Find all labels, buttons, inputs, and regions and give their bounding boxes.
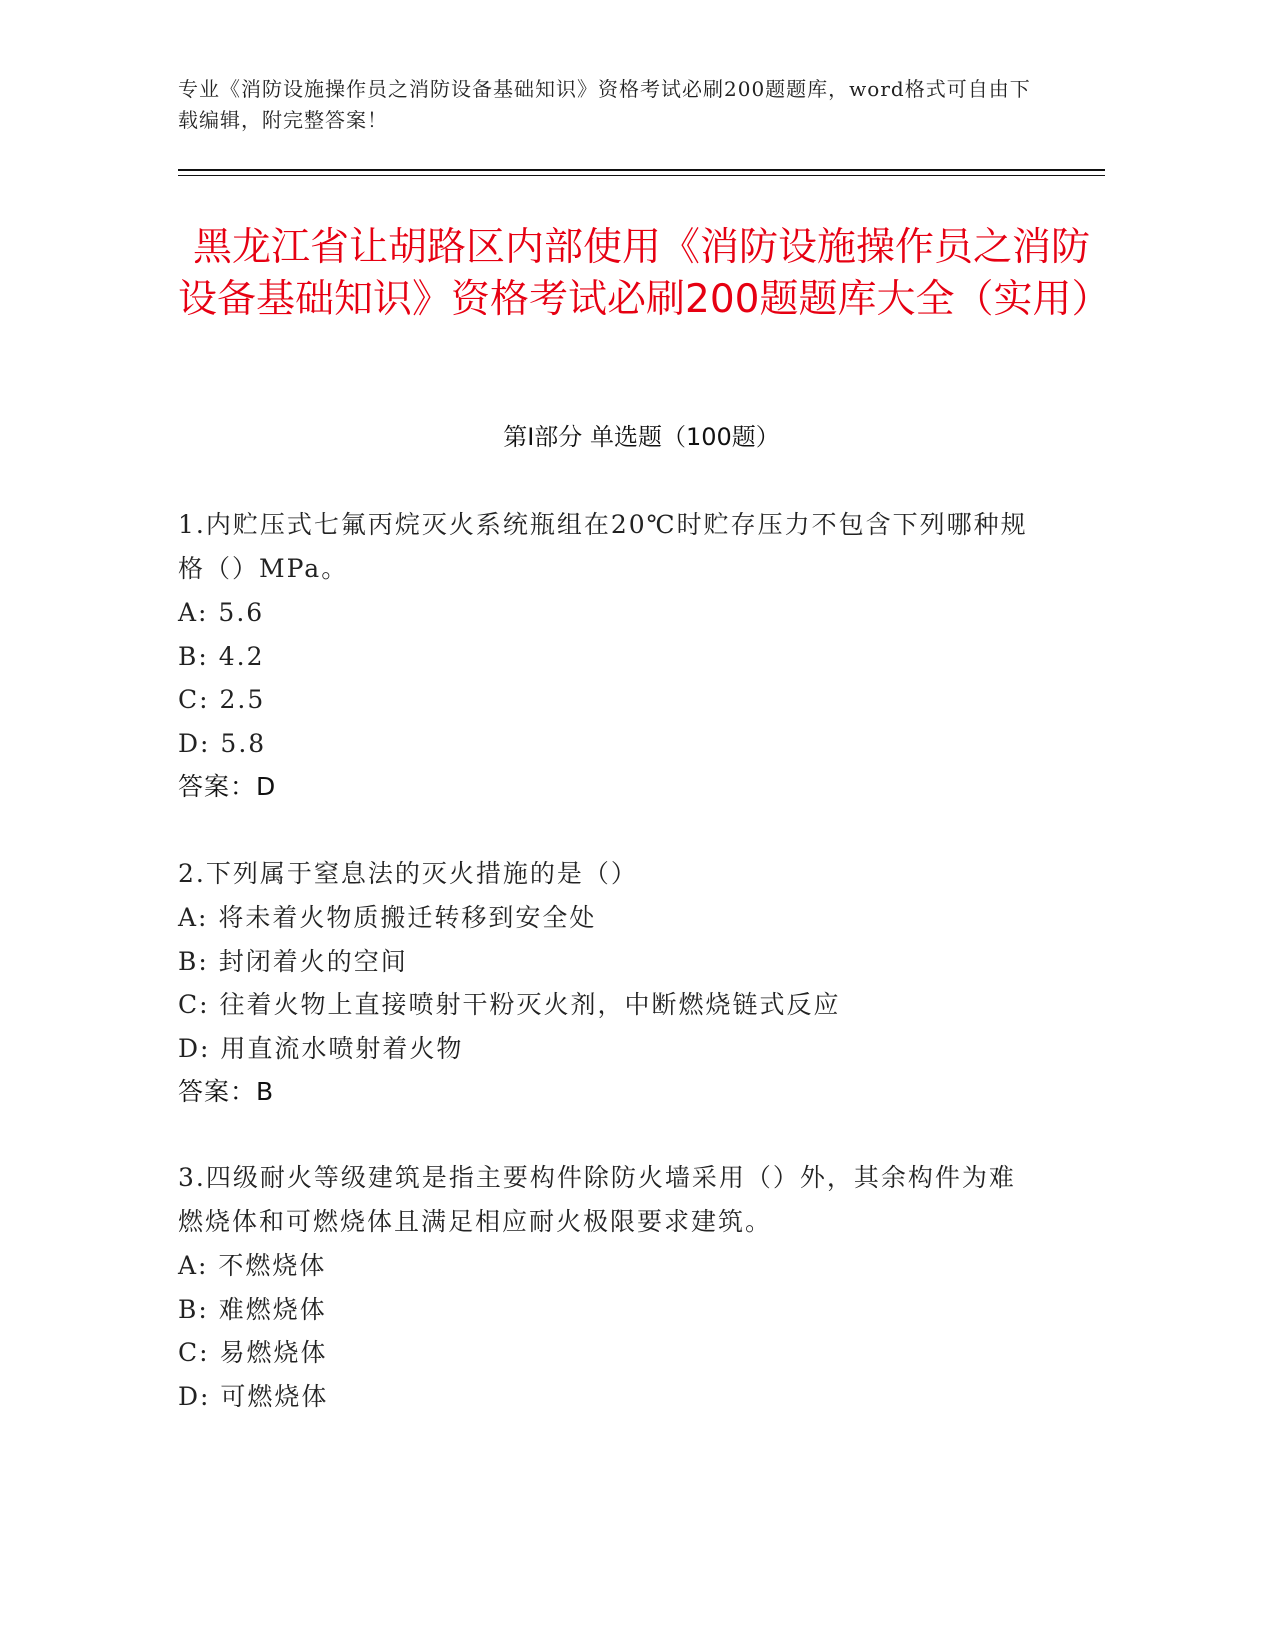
document-title: 黑龙江省让胡路区内部使用《消防设施操作员之消防设备基础知识》资格考试必刷200题题库大全（实用） (178, 225, 1111, 322)
option-d: D: 可燃烧体 (178, 1381, 329, 1411)
header-divider-thin (178, 175, 1105, 176)
option-c: C: 2.5 (178, 685, 266, 714)
option-d: D: 用直流水喷射着火物 (178, 1033, 464, 1063)
question-stem: 2.下列属于窒息法的灭火措施的是（） (178, 859, 638, 888)
question-3 (178, 1156, 1038, 1418)
option-a: A: 5.6 (178, 598, 265, 627)
question-stem: 3.四级耐火等级建筑是指主要构件除防火墙采用（）外，其余构件为难燃烧体和可燃烧体且满足相应耐火极限要求建筑。 (178, 1163, 1016, 1236)
answer: 答案：B (178, 1077, 275, 1106)
header-note: 专业《消防设施操作员之消防设备基础知识》资格考试必刷200题题库，word格式可自由下载编辑，附完整答案！ (178, 77, 1031, 132)
option-a: A: 将未着火物质搬迁转移到安全处 (178, 903, 597, 932)
option-c: C: 易燃烧体 (178, 1338, 328, 1367)
question-stem: 1.内贮压式七氟丙烷灭火系统瓶组在20℃时贮存压力不包含下列哪种规格（）MPa。 (178, 510, 1028, 583)
header-divider (178, 169, 1105, 171)
option-b: B: 封闭着火的空间 (178, 946, 408, 976)
section-heading: 第Ⅰ部分 单选题（100题） (503, 423, 780, 451)
option-c: C: 往着火物上直接喷射干粉灭火剂，中断燃烧链式反应 (178, 990, 841, 1019)
question-2 (178, 852, 1038, 1114)
option-b: B: 难燃烧体 (178, 1294, 327, 1324)
answer: 答案：D (178, 772, 277, 801)
option-b: B: 4.2 (178, 641, 265, 671)
option-d: D: 5.8 (178, 728, 267, 758)
question-1 (178, 503, 1038, 809)
option-a: A: 不燃烧体 (178, 1251, 327, 1280)
